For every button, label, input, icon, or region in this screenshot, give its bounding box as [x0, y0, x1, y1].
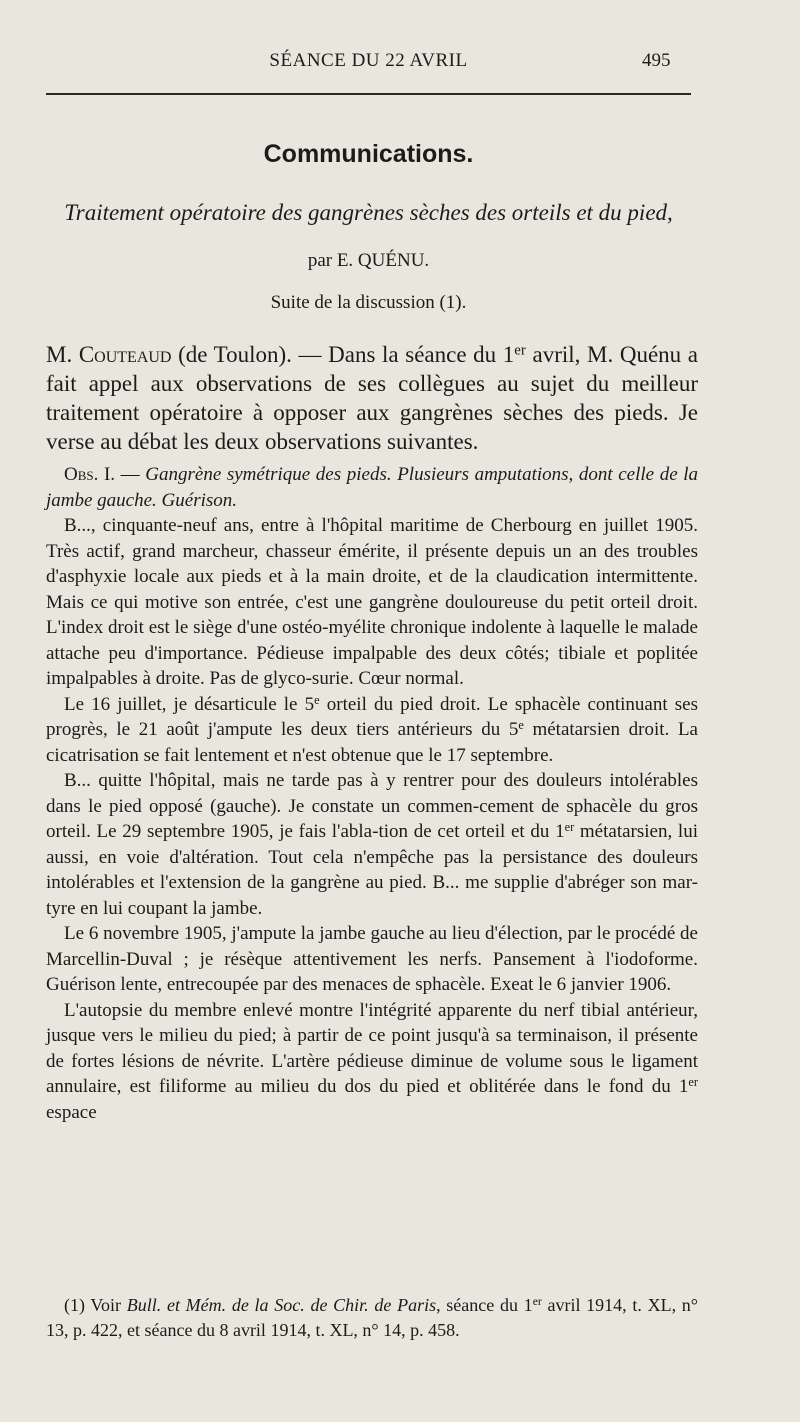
footnote-sup: er [532, 1295, 542, 1309]
paragraph-3 [46, 768, 698, 921]
p2-sup-2: e [518, 717, 524, 732]
observation-heading [46, 462, 698, 513]
footnote-part-a: (1) Voir [64, 1295, 127, 1315]
footnote-part-b: , séance du 1 [436, 1295, 533, 1315]
header-rule [46, 93, 691, 95]
intro-text: avril, M. Quénu a fait appel aux observations de ses collègues au sujet du meilleur traitement opératoire à opposer aux gangrènes sèches des pieds. Je verse au débat les deux observations suivantes. [46, 342, 698, 454]
p2-text-b: orteil du pied droit. Le sphacèle continuant ses progrès, le 21 août j'ampute les deux tiers antérieurs du 5 [46, 693, 698, 740]
obs-label: Obs. I. [64, 464, 116, 485]
running-head: SÉANCE DU 22 AVRIL [269, 50, 468, 71]
speaker-place: (de Toulon). — Dans la séance du 1 [171, 342, 515, 367]
paragraph-5 [46, 998, 698, 1126]
p5-text-a: L'autopsie du membre enlevé montre l'intégrité apparente du nerf tibial antérieur, jusque vers le milieu du pied; à partir de ce point jusqu'à sa terminaison, il présente de fortes lésions de névrite. L'artère pédieuse diminue de volume sous le ligament annulaire, est filiforme au milieu du dos du pied et oblitérée dans le fond du 1 [46, 999, 698, 1097]
p2-sup-1: e [314, 692, 320, 707]
discussion-subtitle: Suite de la discussion (1). [270, 292, 467, 313]
page-number: 495 [642, 50, 671, 71]
author-line: par E. QUÉNU. [307, 250, 430, 271]
article-title: Traitement opératoire des gangrènes sèches des orteils et du pied, [64, 200, 673, 225]
p3-sup: er [564, 819, 575, 834]
obs-title: Gangrène symétrique des pieds. Plusieurs amputations, dont celle de la jambe gauche. Guérison. [46, 464, 699, 511]
speaker-name: Couteaud [78, 342, 172, 367]
section-title: Communications. [263, 140, 474, 168]
speaker-prefix: M. [46, 342, 79, 367]
observation-body [46, 462, 698, 1125]
paragraph-1: B..., cinquante-neuf ans, entre à l'hôpital maritime de Cherbourg en juillet 1905. Très actif, grand marcheur, chasseur émérite, il présente depuis un an des troubles d'asphyxie locale aux pieds et à la main droite, et de la claudication intermittente. Mais ce qui motive son entrée, c'est une gangrène douloureuse du petit orteil droit. L'index droit est le siège d'une ostéo-myélite chronique indolente à laquelle le malade attache peu d'importance. Pédieuse impalpable des deux côtés; tibiale et poplitée impalpables à droite. Pas de glyco-surie. Cœur normal. [46, 515, 698, 689]
footnote [46, 1293, 698, 1343]
footnote-text [46, 1293, 698, 1343]
p5-text-b: espace [46, 1101, 97, 1123]
footnote-part-c: avril 1914, t. XL, n° 13, p. 422, et séance du 8 avril 1914, t. XL, n° 14, p. 458. [46, 1295, 699, 1340]
paragraph-2 [46, 692, 698, 769]
paragraph-4: Le 6 novembre 1905, j'ampute la jambe gauche au lieu d'élection, par le procédé de Marcellin-Duval ; je résèque attentivement les nerfs. Pansement à l'iodoforme. Guérison lente, entrecoupée par des menaces de sphacèle. Exeat le 6 janvier 1906. [46, 923, 698, 995]
footnote-journal: Bull. et Mém. de la Soc. de Chir. de Paris [126, 1295, 437, 1315]
date-superscript: er [514, 342, 526, 359]
p2-text-a: Le 16 juillet, je désarticule le 5 [64, 693, 315, 715]
intro-paragraph [46, 340, 698, 456]
p2-text-c: métatarsien droit. La cicatrisation se fait lentement et n'est obtenue que le 17 septembre. [46, 719, 698, 766]
p5-sup: er [688, 1074, 698, 1089]
p3-text-b: métatarsien, lui aussi, en voie d'altération. Tout cela n'empêche pas la persistance des douleurs intolérables et l'extension de la gangrène au pied. B... me supplie d'abréger son mar-tyre en lui coupant la jambe. [46, 821, 698, 919]
p3-text-a: B... quitte l'hôpital, mais ne tarde pas à y rentrer pour des douleurs intolérables dans le pied opposé (gauche). Je constate un commen-cement de sphacèle du gros orteil. Le 29 septembre 1905, je fais l'abla-tion de cet orteil et du 1 [46, 770, 698, 842]
obs-dash: — [115, 464, 146, 485]
